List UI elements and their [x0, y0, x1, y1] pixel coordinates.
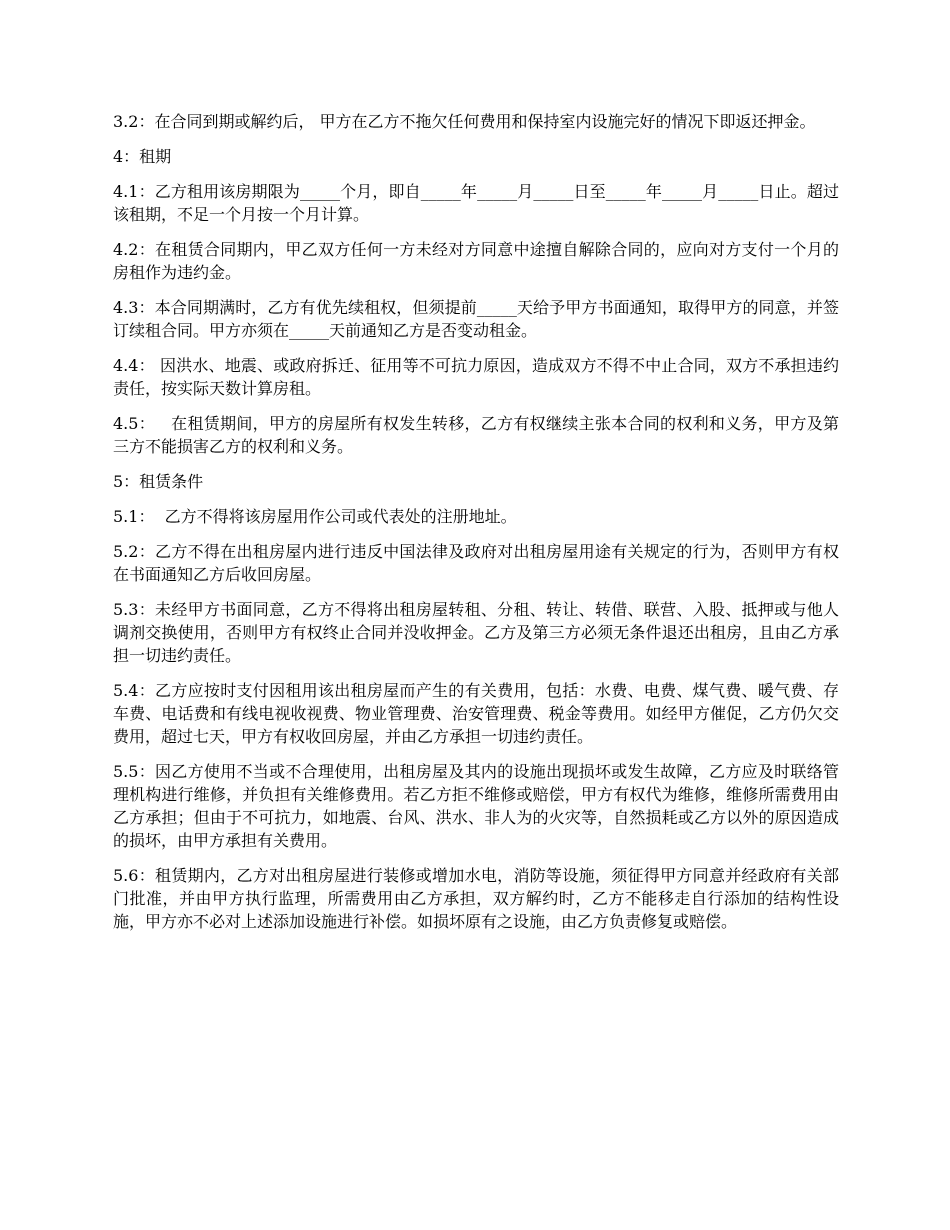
clause-4-1: 4.1：乙方租用该房期限为_____个月，即自_____年_____月_____日至_____年_____月_____日止。超过该租期，不足一个月按一个月计算。: [113, 182, 839, 224]
section-4-heading: 4：租期: [113, 147, 172, 166]
clause-5-4: 5.4：乙方应按时支付因租用该出租房屋而产生的有关费用，包括：水费、电费、煤气费、暖气费、存车费、电话费和有线电视收视费、物业管理费、治安管理费、税金等费用。如经甲方催促，乙方仍欠交费用，超过七天，甲方有权收回房屋，并由乙方承担一切违约责任。: [113, 681, 839, 746]
clause-5-5: 5.5：因乙方使用不当或不合理使用，出租房屋及其内的设施出现损坏或发生故障，乙方应及时联络管理机构进行维修，并负担有关维修费用。若乙方拒不维修或赔偿，甲方有权代为维修，维修所需费用由乙方承担；但由于不可抗力，如地震、台风、洪水、非人为的火灾等，自然损耗或乙方以外的原因造成的损坏，由甲方承担有关费用。: [113, 762, 839, 850]
clause-3-2: 3.2：在合同到期或解约后， 甲方在乙方不拖欠任何费用和保持室内设施完好的情况下即返还押金。: [113, 112, 816, 131]
clause-5-3: 5.3：未经甲方书面同意，乙方不得将出租房屋转租、分租、转让、转借、联营、入股、抵押或与他人调剂交换使用，否则甲方有权终止合同并没收押金。乙方及第三方必须无条件退还出租房，且由乙方承担一切违约责任。: [113, 600, 839, 665]
clause-5-1: 5.1： 乙方不得将该房屋用作公司或代表处的注册地址。: [113, 507, 517, 526]
clause-4-5: 4.5： 在租赁期间，甲方的房屋所有权发生转移，乙方有权继续主张本合同的权利和义务，甲方及第三方不能损害乙方的权利和义务。: [113, 414, 839, 456]
section-5-heading: 5：租赁条件: [113, 472, 204, 491]
clause-4-3: 4.3：本合同期满时，乙方有优先续租权，但须提前_____天给予甲方书面通知，取得甲方的同意，并签订续租合同。甲方亦须在_____天前通知乙方是否变动租金。: [113, 298, 839, 340]
clause-4-4: 4.4： 因洪水、地震、或政府拆迁、征用等不可抗力原因，造成双方不得不中止合同，双方不承担违约责任，按实际天数计算房租。: [113, 356, 839, 398]
clause-4-2: 4.2：在租赁合同期内，甲乙双方任何一方未经对方同意中途擅自解除合同的，应向对方支付一个月的房租作为违约金。: [113, 240, 839, 282]
clause-5-6: 5.6：租赁期内，乙方对出租房屋进行装修或增加水电，消防等设施，须征得甲方同意并经政府有关部门批准，并由甲方执行监理，所需费用由乙方承担，双方解约时，乙方不能移走自行添加的结构性设施，甲方亦不必对上述添加设施进行补偿。如损坏原有之设施，由乙方负责修复或赔偿。: [113, 866, 839, 931]
clause-5-2: 5.2：乙方不得在出租房屋内进行违反中国法律及政府对出租房屋用途有关规定的行为，否则甲方有权在书面通知乙方后收回房屋。: [113, 542, 839, 584]
document-page: [113, 110, 839, 945]
